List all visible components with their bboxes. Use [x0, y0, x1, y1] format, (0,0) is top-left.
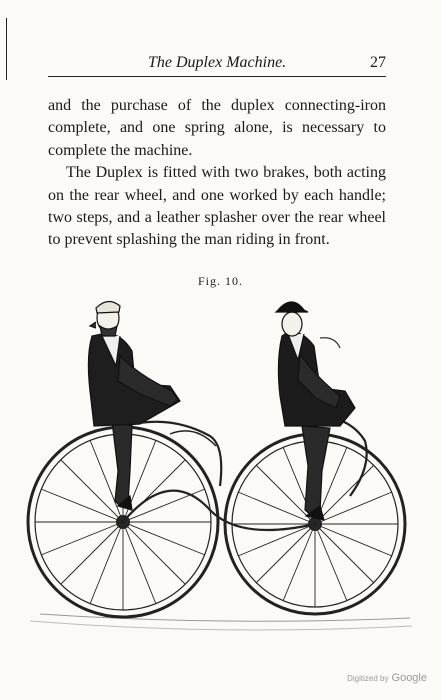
paragraph-brakes: The Duplex is fitted with two brakes, both acting on the rear wheel, and one worked by each handle; two steps, and a leather splasher over the rear wheel to prevent splashing the man riding in front. [48, 164, 386, 249]
duplex-bicycle-illustration [20, 296, 412, 636]
page-number: 27 [370, 54, 386, 71]
running-title: The Duplex Machine. [148, 54, 287, 71]
running-header [48, 52, 386, 77]
figure-caption: Fig. 10. [197, 274, 243, 288]
binding-edge-line [6, 18, 7, 80]
digitized-watermark [347, 672, 427, 684]
watermark-brand: Google [391, 672, 427, 684]
body-text [48, 95, 386, 252]
rear-rider [276, 302, 355, 520]
paragraph-continuation: and the purchase of the duplex connecting-iron complete, and one spring alone, is necessary to complete the machine. [48, 97, 386, 159]
connecting-iron [123, 414, 367, 530]
watermark-prefix: Digitized by [347, 674, 389, 683]
